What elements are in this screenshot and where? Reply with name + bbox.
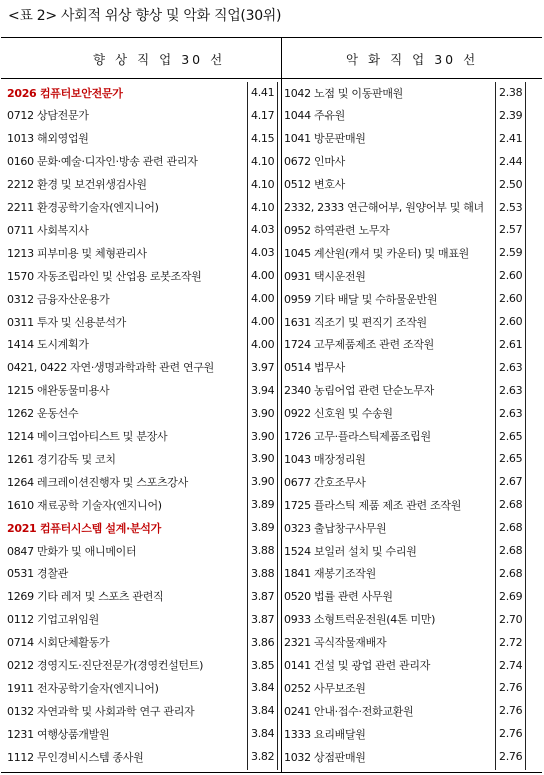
worsened-occupation-score: 2.44	[499, 154, 523, 168]
worsened-occupation-name: 0512 변호사	[284, 178, 345, 192]
improved-occupation-name: 1231 여행상품개발원	[7, 727, 110, 741]
worsened-occupation-score: 2.76	[499, 727, 523, 741]
worsened-occupation-score: 2.39	[499, 108, 523, 122]
improved-occupation-name: 1911 전자공학기술자(엔지니어)	[7, 681, 159, 695]
improved-occupation-name: 0714 시회단체활동가	[7, 636, 110, 650]
improved-occupation-score: 4.10	[251, 200, 275, 214]
improved-occupation-name: 0212 경영지도·진단전문가(경영컨설턴트)	[7, 659, 204, 672]
worsened-occupation-name: 0252 사무보조원	[284, 681, 366, 695]
worsened-occupation-name: 0952 하역관련 노무자	[284, 223, 390, 237]
worsened-occupation-score: 2.68	[499, 544, 523, 557]
worsened-occupation-name: 1333 요리배달원	[284, 727, 366, 741]
worsened-occupation-name: 0514 법무사	[284, 361, 345, 375]
improved-occupation-name: 1214 메이크업아티스트 및 분장사	[7, 430, 168, 443]
improved-occupation-name: 0311 투자 및 신용분석가	[7, 315, 126, 329]
improved-occupation-score: 4.15	[251, 131, 275, 145]
improved-occupation-name: 1269 기타 레저 및 스포츠 관련직	[7, 590, 164, 604]
improved-occupation-name: 0112 기업고위임원	[7, 613, 99, 627]
worsened-occupation-name: 1045 계산원(캐셔 및 카운터) 및 매표원	[284, 246, 469, 260]
worsened-occupation-name: 1032 상점판매원	[284, 750, 366, 764]
improved-occupation-score: 3.88	[251, 544, 275, 557]
table-title: <표 2> 사회적 위상 향상 및 악화 직업(30위)	[8, 8, 282, 24]
header-worsened: 악 화 직 업 30 선	[346, 52, 479, 67]
improved-occupation-name: 1261 경기감독 및 코치	[7, 452, 116, 466]
worsened-occupation-score: 2.63	[499, 383, 523, 397]
improved-occupation-score: 3.84	[251, 704, 275, 718]
worsened-occupation-name: 0241 안내·접수·전화교환원	[284, 704, 414, 718]
improved-occupation-name: 1264 레크레이션진행자 및 스포츠강사	[7, 475, 188, 489]
improved-occupation-score: 3.89	[251, 521, 275, 535]
improved-occupation-name: 1013 해외영업원	[7, 132, 89, 146]
improved-occupation-name: 0847 만화가 및 애니메이터	[7, 544, 137, 558]
occupation-table	[1, 37, 542, 773]
worsened-occupation-name: 1043 매장정리원	[284, 452, 366, 466]
improved-occupation-score: 4.03	[251, 246, 275, 260]
score-divider-left-a	[247, 82, 248, 770]
improved-occupation-name: 0711 사회복지사	[7, 223, 89, 237]
worsened-occupation-name: 0931 택시운전원	[284, 269, 366, 283]
improved-occupation-score: 4.10	[251, 177, 275, 191]
worsened-occupation-score: 2.41	[499, 131, 523, 145]
worsened-occupation-name: 1631 직조기 및 편직기 조작원	[284, 315, 427, 329]
improved-occupation-score: 4.00	[251, 269, 275, 283]
improved-occupation-name: 0160 문화·예술·디자인·방송 관련 관리자	[7, 155, 198, 169]
improved-occupation-score: 4.03	[251, 223, 275, 237]
score-divider-right-a	[495, 82, 496, 770]
worsened-occupation-score: 2.61	[499, 337, 523, 351]
worsened-occupation-name: 0520 법률 관련 사무원	[284, 590, 393, 604]
improved-occupation-name: 1414 도시계획가	[7, 338, 89, 352]
improved-occupation-name: 1112 무인경비시스템 종사원	[7, 750, 144, 764]
improved-occupation-name: 2212 환경 및 보건위생검사원	[7, 178, 147, 192]
worsened-occupation-score: 2.63	[499, 360, 523, 374]
header-improved: 향 상 직 업 30 선	[93, 52, 226, 67]
improved-occupation-name: 1570 자동조립라인 및 산업용 로봇조작원	[7, 269, 202, 283]
worsened-occupation-name: 0672 인마사	[284, 155, 345, 169]
improved-occupation-name: 1213 피부미용 및 체형관리사	[7, 246, 147, 260]
worsened-occupation-score: 2.38	[499, 86, 523, 99]
improved-occupation-name: 0712 상담전문가	[7, 109, 89, 123]
improved-occupation-score: 4.00	[251, 315, 275, 328]
worsened-occupation-name: 0323 출납창구사무원	[284, 521, 387, 535]
improved-occupation-score: 4.00	[251, 337, 275, 351]
worsened-occupation-name: 2340 농림어업 관련 단순노무자	[284, 384, 434, 398]
improved-occupation-score: 4.41	[251, 86, 275, 99]
worsened-occupation-name: 0677 간호조무사	[284, 475, 366, 489]
worsened-occupation-score: 2.69	[499, 589, 523, 603]
improved-occupation-score: 4.10	[251, 154, 275, 168]
improved-occupation-score: 3.84	[251, 681, 275, 695]
improved-occupation-score: 3.90	[251, 475, 275, 489]
improved-occupation-name: 2026 컴퓨터보안전문가	[7, 86, 123, 100]
improved-occupation-score: 3.97	[251, 360, 275, 374]
worsened-occupation-score: 2.76	[499, 704, 523, 718]
worsened-occupation-name: 1725 플라스틱 제품 제조 관련 조작원	[284, 498, 462, 512]
improved-occupation-score: 3.87	[251, 612, 275, 626]
worsened-occupation-score: 2.63	[499, 406, 523, 420]
improved-occupation-name: 2021 컴퓨터시스템 설계·분석가	[7, 521, 161, 535]
worsened-occupation-name: 1841 재봉기조작원	[284, 567, 376, 581]
worsened-occupation-name: 0959 기타 배달 및 수하물운반원	[284, 292, 438, 306]
improved-occupation-score: 3.82	[251, 750, 275, 764]
improved-occupation-name: 0531 경찰관	[7, 567, 68, 581]
improved-occupation-score: 3.87	[251, 589, 275, 603]
worsened-occupation-score: 2.67	[499, 475, 523, 489]
worsened-occupation-name: 1042 노점 및 이동판매원	[284, 86, 403, 100]
worsened-occupation-score: 2.65	[499, 452, 523, 466]
worsened-occupation-score: 2.68	[499, 521, 523, 535]
improved-occupation-name: 1215 애완동물미용사	[7, 384, 110, 398]
improved-occupation-score: 3.88	[251, 566, 275, 580]
worsened-occupation-name: 0141 건설 및 광업 관련 관리자	[284, 659, 431, 672]
improved-occupation-name: 1262 운동선수	[7, 407, 79, 421]
improved-occupation-score: 3.90	[251, 452, 275, 466]
worsened-occupation-score: 2.68	[499, 498, 523, 512]
worsened-occupation-name: 0922 신호원 및 수송원	[284, 407, 393, 421]
worsened-occupation-score: 2.70	[499, 612, 523, 626]
worsened-occupation-name: 1524 보일러 설치 및 수리원	[284, 544, 417, 558]
improved-occupation-score: 4.17	[251, 108, 275, 122]
improved-occupation-name: 2211 환경공학기술자(엔지니어)	[7, 201, 159, 214]
worsened-occupation-score: 2.76	[499, 681, 523, 695]
header-divider	[1, 78, 542, 79]
worsened-occupation-score: 2.72	[499, 635, 523, 649]
worsened-occupation-score: 2.60	[499, 269, 523, 283]
improved-occupation-score: 3.89	[251, 498, 275, 512]
worsened-occupation-score: 2.74	[499, 658, 523, 672]
worsened-occupation-name: 1724 고무제품제조 관련 조작원	[284, 338, 434, 352]
worsened-occupation-name: 0933 소형트럭운전원(4톤 미만)	[284, 613, 436, 627]
improved-occupation-score: 4.00	[251, 292, 275, 306]
worsened-occupation-score: 2.57	[499, 223, 523, 237]
improved-occupation-name: 0312 금융자산운용가	[7, 292, 110, 306]
improved-occupation-score: 3.94	[251, 383, 275, 397]
worsened-occupation-name: 2321 곡식작물재배자	[284, 636, 387, 650]
worsened-occupation-score: 2.68	[499, 566, 523, 580]
improved-occupation-name: 1610 재료공학 기술자(엔지니어)	[7, 498, 162, 512]
worsened-occupation-score: 2.50	[499, 177, 523, 191]
worsened-occupation-score: 2.60	[499, 315, 523, 328]
improved-occupation-score: 3.85	[251, 658, 275, 672]
improved-occupation-score: 3.84	[251, 727, 275, 741]
worsened-occupation-score: 2.76	[499, 750, 523, 764]
worsened-occupation-score: 2.60	[499, 292, 523, 306]
improved-occupation-score: 3.86	[251, 635, 275, 649]
worsened-occupation-name: 1726 고무·플라스틱제품조립원	[284, 430, 431, 443]
improved-occupation-name: 0132 자연과학 및 사회과학 연구 관리자	[7, 704, 195, 718]
worsened-occupation-score: 2.65	[499, 429, 523, 443]
worsened-occupation-name: 1044 주유원	[284, 109, 345, 123]
improved-occupation-name: 0421, 0422 자연·생명과학과학 관련 연구원	[7, 361, 215, 375]
improved-occupation-score: 3.90	[251, 429, 275, 443]
column-divider	[281, 38, 282, 772]
improved-occupation-score: 3.90	[251, 406, 275, 420]
worsened-occupation-score: 2.53	[499, 200, 523, 214]
worsened-occupation-score: 2.59	[499, 246, 523, 260]
worsened-occupation-name: 2332, 2333 연근해어부, 원양어부 및 해녀	[284, 201, 484, 214]
worsened-occupation-name: 1041 방문판매원	[284, 132, 366, 146]
